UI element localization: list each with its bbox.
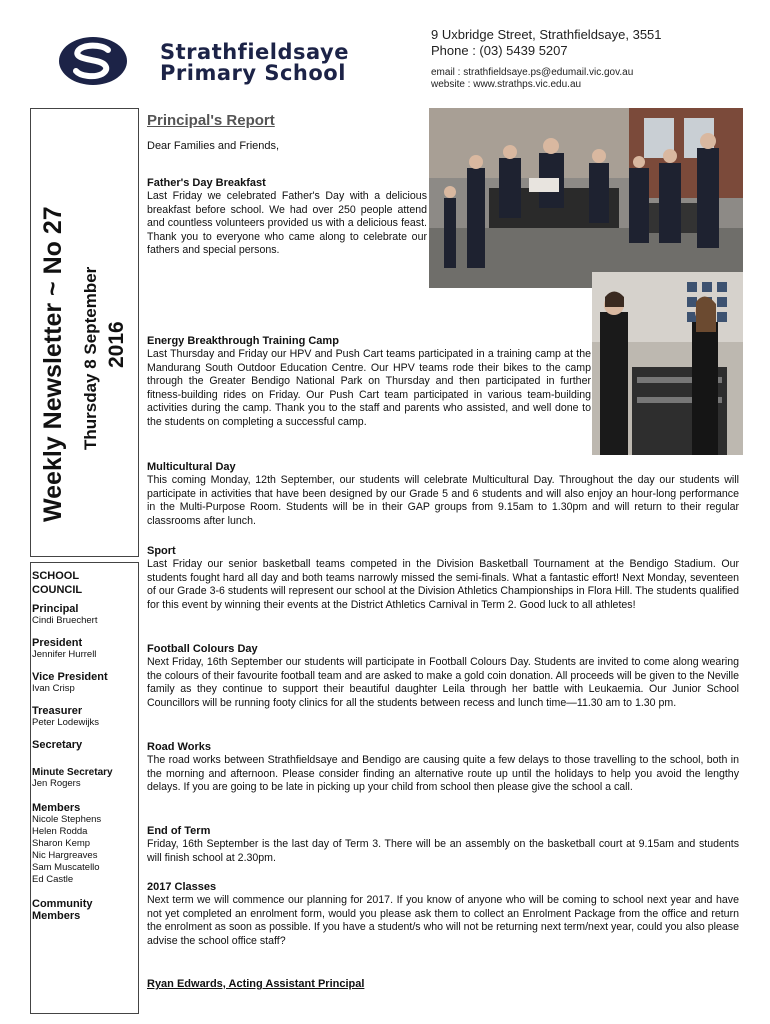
article-body: Friday, 16th September is the last day of Term 3. There will be an assembly on the basketball court at 9.15am and students will finish school at 2.30pm. [147, 838, 739, 864]
article-heading: End of Term [147, 825, 211, 837]
article-end-of-term [147, 824, 739, 865]
article-heading: 2017 Classes [147, 881, 217, 893]
email-link[interactable]: email : strathfieldsaye.ps@edumail.vic.gov.au [431, 67, 634, 78]
report-title: Principal's Report [147, 112, 275, 129]
vice-president-name: Ivan Crisp [32, 683, 75, 694]
article-body: Last Friday our senior basketball teams competed in the Division Basketball Tournament at the Bendigo Stadium. Our students fought hard all day and both teams narrowly missed the semi-finals. What a fantastic effort! Next Monday, seventeen of our Grade 3-6 students will represent our school at the Division Athletics Championships in Flora Hill. The students qualified for this event by winning their events at the District Athletics Carnival in Term 2. Good luck to all athletes! [147, 558, 739, 611]
president-label: President [32, 637, 83, 649]
secretary-label: Secretary [32, 739, 83, 751]
principal-name: Cindi Bruechert [32, 615, 98, 626]
principals-report [147, 112, 739, 990]
community-label-line2: Members [32, 910, 81, 922]
member-name: Helen Rodda [32, 826, 88, 837]
school-name-line2: Primary School [160, 61, 346, 85]
article-football-colours [147, 642, 739, 710]
minute-secretary-label: Minute Secretary [32, 767, 113, 778]
president-name: Jennifer Hurrell [32, 649, 97, 660]
member-name: Sharon Kemp [32, 838, 91, 849]
article-body: The road works between Strathfieldsaye and Bendigo are causing quite a few delays to those travelling to the school, both in the morning and afternoon. Please consider finding an alternative route up until the holidays to help you avoid the lengthy delays. If you are going to be late in picking up your child from school then please give the school a call. [147, 754, 739, 794]
council-heading-line1: SCHOOL [32, 570, 80, 582]
members-label: Members [32, 802, 81, 814]
report-signoff: Ryan Edwards, Acting Assistant Principal [147, 978, 365, 990]
treasurer-name: Peter Lodewijks [32, 717, 100, 728]
article-heading: Father's Day Breakfast [147, 177, 266, 189]
community-label-line1: Community [32, 898, 93, 910]
article-road-works [147, 740, 739, 795]
school-name-line1: Strathfieldsaye [160, 40, 349, 64]
article-body: Next term we will commence our planning for 2017. If you know of anyone who will be coming to school next year and have not yet completed an enrolment form, would you please ask them to collect an Enrolment Package from the office and return the enrolment as soon as possible. If you have a student/s who will not be returning next term/next year, could you also please advise the school office staff? [147, 894, 739, 947]
vice-president-label: Vice President [32, 671, 108, 683]
newsletter-year: 2016 [105, 321, 128, 368]
article-multicultural-day [147, 460, 739, 528]
minute-secretary-name: Jen Rogers [32, 778, 81, 789]
member-name: Nicole Stephens [32, 814, 102, 825]
phone: Phone : (03) 5439 5207 [431, 43, 568, 58]
article-heading: Football Colours Day [147, 643, 258, 655]
article-heading: Multicultural Day [147, 461, 236, 473]
article-sport [147, 544, 739, 612]
article-heading: Sport [147, 545, 176, 557]
article-heading: Road Works [147, 741, 211, 753]
treasurer-label: Treasurer [32, 705, 83, 717]
newsletter-title: Weekly Newsletter ~ No 27 [39, 206, 67, 522]
council-heading-line2: COUNCIL [32, 584, 83, 596]
article-body: Last Thursday and Friday our HPV and Push Cart teams participated in a training camp at the Mandurang South Outdoor Education Centre. Our HPV teams rode their bikes to the camp through the Greater Bendigo National Park on Thursday and then participated in further fitness-building rides on Friday. Our Push Cart team participated in various team-building activities during the camp. Thank you to the staff and parents who assisted, and well done to the students on completing a successful camp. [147, 348, 591, 428]
report-greeting: Dear Families and Friends, [147, 140, 280, 152]
article-heading: Energy Breakthrough Training Camp [147, 335, 339, 347]
article-fathers-day [147, 176, 427, 258]
principal-label: Principal [32, 603, 79, 615]
member-name: Nic Hargreaves [32, 850, 98, 861]
member-name: Ed Castle [32, 874, 74, 885]
website-link[interactable]: website : www.strathps.vic.edu.au [431, 79, 582, 90]
members-list [31, 814, 138, 886]
school-logo-icon [58, 36, 128, 86]
newsletter-banner [30, 108, 139, 557]
address: 9 Uxbridge Street, Strathfieldsaye, 3551 [431, 27, 662, 42]
newsletter-date: Thursday 8 September [81, 266, 100, 450]
energy-breakthrough-photo [592, 272, 743, 455]
school-name [160, 42, 349, 84]
article-energy-breakthrough [147, 334, 591, 430]
article-body: Last Friday we celebrated Father's Day with a delicious breakfast before school. We had over 250 people attend and countless volunteers provided us with a delicious feast. Thank you to everyone who came along to celebrate our fathers and special persons. [147, 190, 427, 257]
contact-block [431, 27, 662, 91]
article-2017-classes [147, 880, 739, 948]
school-council-panel [30, 562, 139, 1014]
article-body: Next Friday, 16th September our students will participate in Football Colours Day. Students are invited to come along wearing the colours of their favourite football team and are asked to make a gold coin donation. All proceeds will be given to the Neville family as they continue to support their beautiful daughter Leila through her battle with Leukaemia. Our Junior School Councillors will be running footy clinics for all the students between recess and lunch time—11.30 am to 1.30 pm. [147, 656, 739, 709]
member-name: Sam Muscatello [32, 862, 100, 873]
article-body: This coming Monday, 12th September, our students will celebrate Multicultural Day. Throughout the day our students will participate in activities that have been designed by our Grade 5 and 6 students and will also enjoy an hour-long performance in the Multi-Purpose Room. Students will be in their GAP groups from 9.15am to 1.30pm and will return to their regular classrooms after lunch. [147, 474, 739, 527]
